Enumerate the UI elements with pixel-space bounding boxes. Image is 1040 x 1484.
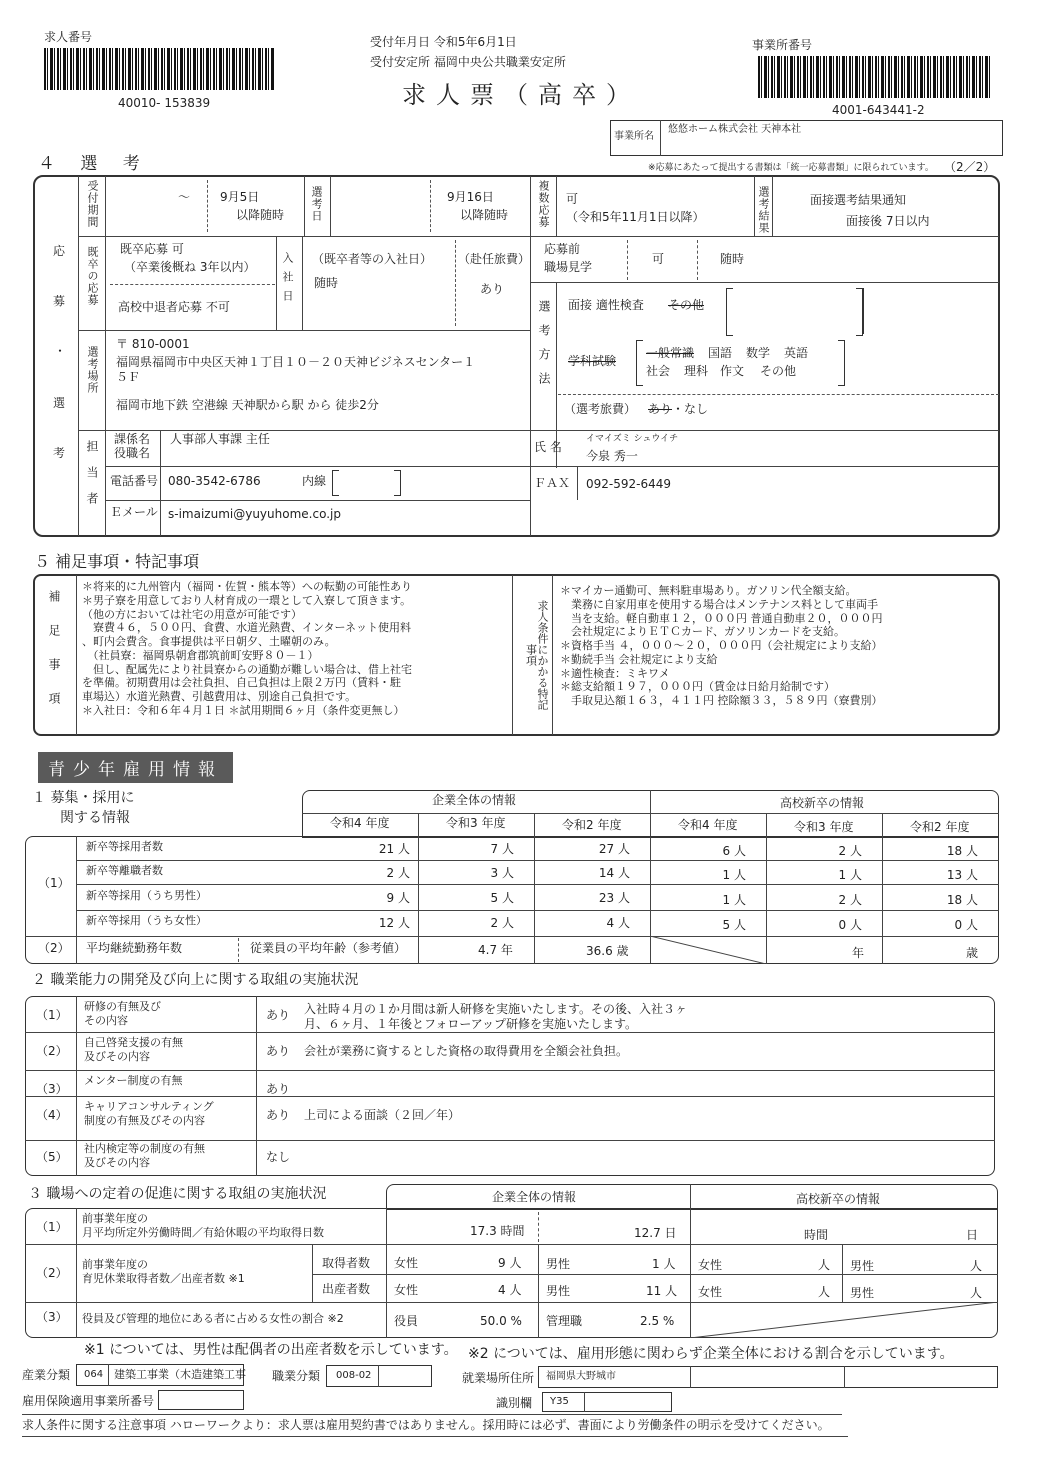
note2: ※2 については、雇用形態に関わらず企業全体における割合を示しています。 bbox=[468, 1346, 954, 1362]
s3-hs-birth-female-unit: 人 bbox=[818, 1285, 831, 1299]
hosoku-line: （他の方においては社宅の用意が可能です） bbox=[82, 607, 302, 621]
table-cell-highschool: 5 人 bbox=[722, 918, 746, 932]
subject-0: 一般常識 bbox=[646, 346, 695, 360]
kakari-label-1: 課係名 bbox=[114, 432, 151, 446]
table-cell-highschool: 6 人 bbox=[722, 844, 746, 858]
s3-hs-acq-female-unit: 人 bbox=[818, 1258, 831, 1272]
s3-r1-hours: 17.3 時間 bbox=[470, 1224, 525, 1238]
fax-val: 092-592-6449 bbox=[586, 477, 672, 491]
uketsuke-label: 受付期間 bbox=[86, 180, 99, 228]
hoho-label: 選考方法 bbox=[537, 300, 551, 396]
ryohi-val: ・なし bbox=[672, 402, 709, 416]
table-cell-highschool: 18 人 bbox=[946, 893, 978, 907]
fuunin-val: あり bbox=[480, 282, 505, 296]
shokugyo-label: 職業分類 bbox=[272, 1369, 321, 1383]
hoho-1-bracket bbox=[726, 288, 864, 334]
kisotsu-1: 既卒応募 可 bbox=[120, 242, 184, 256]
s3-r3-num: （3） bbox=[36, 1310, 68, 1324]
sangyo-name: 建築工事業（木造建築工事 bbox=[114, 1368, 246, 1381]
s3-company: 企業全体の情報 bbox=[492, 1190, 577, 1204]
kengaku-when: 随時 bbox=[720, 252, 745, 266]
kakari-label-2: 役職名 bbox=[114, 446, 151, 460]
s3-r1-days: 12.7 日 bbox=[634, 1226, 677, 1240]
kakari-val: 人事部人事課 主任 bbox=[170, 432, 270, 446]
s3-hs-acq-male-unit: 人 bbox=[970, 1259, 983, 1273]
naisen-label: 内線 bbox=[302, 474, 327, 488]
table-cell-company: 3 人 bbox=[490, 866, 514, 880]
tel-label: 電話番号 bbox=[110, 474, 159, 488]
subject-7: その他 bbox=[760, 364, 797, 378]
year-h2: 令和2 年度 bbox=[910, 820, 970, 834]
s2-row-label: 自己啓発支援の有無 及びその内容 bbox=[84, 1036, 183, 1063]
shimei-label: 氏 名 bbox=[534, 440, 562, 454]
hoho-1: 面接 適性検査 bbox=[568, 298, 644, 312]
hoho-1-strike: その他 bbox=[668, 298, 705, 312]
nyusha-title: （既卒者等の入社日） bbox=[312, 252, 433, 266]
s3-birth-female-label: 女性 bbox=[394, 1283, 419, 1297]
senko-date: 9月16日 bbox=[447, 190, 494, 204]
company-name: 悠悠ホーム株式会社 天神本社 bbox=[668, 124, 802, 135]
received-date: 受付年月日 令和5年6月1日 bbox=[370, 35, 517, 49]
kengaku-label-2: 職場見学 bbox=[544, 260, 593, 274]
hosoku-line: 、町内会費含。食事提供は平日朝夕、土曜朝のみ。 bbox=[82, 635, 336, 648]
subject-3: 英語 bbox=[784, 346, 809, 360]
table-cell-company: 23 人 bbox=[598, 891, 630, 905]
s3-r1-num: （1） bbox=[36, 1220, 68, 1234]
job-number-label: 求人番号 bbox=[44, 30, 93, 44]
row2-hs-age: 歳 bbox=[966, 946, 979, 960]
s1-title-2: 関する情報 bbox=[60, 810, 130, 826]
fukusuu-label: 複数応募 bbox=[537, 180, 550, 228]
year-c2: 令和2 年度 bbox=[562, 818, 622, 832]
table-cell-company: 12 人 bbox=[378, 916, 410, 930]
row2-age: 36.6 歳 bbox=[586, 944, 629, 958]
shugyo-label: 就業場所住所 bbox=[462, 1371, 535, 1385]
left-label-3: 選 bbox=[53, 396, 66, 410]
s2-row-label: キャリアコンサルティング 制度の有無及びその内容 bbox=[84, 1100, 214, 1127]
fax-label: ＦＡＸ bbox=[534, 476, 571, 490]
basho-zip: 〒 810-0001 bbox=[116, 337, 190, 351]
row2-sub: 従業員の平均年齢（参考値） bbox=[250, 941, 407, 955]
shokugyo-code: 008-02 bbox=[336, 1370, 372, 1381]
page-number: （2／2） bbox=[944, 160, 996, 174]
table-cell-highschool: 0 人 bbox=[838, 918, 862, 932]
nyusha-val: 随時 bbox=[314, 276, 339, 290]
s2-row-num: （4） bbox=[36, 1108, 68, 1122]
hosoku-lines bbox=[82, 580, 522, 718]
table-row-label: 新卒等採用（うち男性） bbox=[86, 889, 207, 902]
basho-label: 選考場所 bbox=[86, 346, 99, 394]
s3-acq-female-label: 女性 bbox=[394, 1256, 419, 1270]
hosoku-line: 但し、配属先により社員寮からの通勤が難しい場合は、借上社宅 bbox=[82, 662, 412, 676]
tokki-label-text: 求人条件にかかる特記事項 bbox=[524, 600, 549, 710]
table-cell-highschool: 1 人 bbox=[722, 868, 746, 882]
hosoku-line: ＊男子寮を用意しており人材育成の一環として入寮して頂きます。 bbox=[82, 593, 412, 607]
row2-years: 4.7 年 bbox=[478, 943, 513, 957]
tanto-label: 担当者 bbox=[85, 440, 99, 518]
page-title: 求人票（高卒） bbox=[402, 81, 640, 109]
kekka-val: 面接後 7日以内 bbox=[846, 214, 930, 228]
s3-r3-kanri: 管理職 bbox=[546, 1314, 583, 1328]
email-val: s-imaizumi@yuyuhome.co.jp bbox=[168, 507, 341, 521]
s2-row-num: （3） bbox=[36, 1082, 68, 1096]
tokki-line: 会社規定によりＥＴＣカード、ガソリンカードを支給。 bbox=[560, 625, 846, 639]
table-cell-company: 5 人 bbox=[490, 891, 514, 905]
documents-note: ※応募にあたって提出する書類は「統一応募書類」に限られています。 bbox=[648, 163, 934, 173]
tokki-line: ＊マイカー通勤可、無料駐車場あり。ガソリン代全額支給。 bbox=[560, 584, 857, 597]
s2-row-detail: 会社が業務に資するとした資格の取得費用を全額会社負担。 bbox=[304, 1044, 629, 1058]
uketsuke-from-sub: 以降随時 bbox=[236, 208, 285, 222]
year-c1: 令和3 年度 bbox=[446, 816, 506, 830]
s3-title: ３ 職場への定着の促進に関する取組の実施状況 bbox=[28, 1186, 327, 1202]
hosoku-line: 寮費４６，５００円、食費、水道光熱費、インターネット使用料 bbox=[82, 621, 412, 635]
s2-row-value: なし bbox=[266, 1150, 291, 1164]
hoho-2: 学科試験 bbox=[568, 354, 617, 368]
job-number: 40010- 153839 bbox=[118, 96, 211, 110]
table-cell-highschool: 0 人 bbox=[954, 918, 978, 932]
table-cell-company: 9 人 bbox=[386, 891, 410, 905]
table-cell-highschool: 1 人 bbox=[722, 893, 746, 907]
s2-row-num: （5） bbox=[36, 1150, 68, 1164]
nyusha-label: 入社日 bbox=[281, 252, 294, 309]
table-cell-company: 4 人 bbox=[606, 916, 630, 930]
s3-acq-male: 1 人 bbox=[652, 1257, 676, 1271]
caution: 求人条件に関する注意事項 ハローワークより：求人票は雇用契約書ではありません。採用時には必ず、書面により労働条件の明示を受けてください。 bbox=[22, 1418, 830, 1432]
tel-val: 080-3542-6786 bbox=[168, 474, 261, 488]
year-c0: 令和4 年度 bbox=[330, 816, 390, 830]
fuunin-title: （赴任旅費） bbox=[458, 252, 531, 266]
year-h1: 令和3 年度 bbox=[794, 820, 854, 834]
s3-hs-acq-female-label: 女性 bbox=[698, 1258, 723, 1272]
s3-hs-birth-male-label: 男性 bbox=[850, 1286, 875, 1300]
table-cell-highschool: 18 人 bbox=[946, 844, 978, 858]
shimei-kana: イマイズミ シュウイチ bbox=[586, 434, 679, 444]
table-cell-company: 21 人 bbox=[378, 842, 410, 856]
s3-acq-female: 9 人 bbox=[498, 1256, 522, 1270]
basho-addr: 福岡県福岡市中央区天神１丁目１０－２０天神ビジネスセンター１ bbox=[116, 355, 476, 369]
tokki-label bbox=[518, 600, 548, 710]
naisen-field bbox=[332, 470, 339, 496]
hosoku-label: 補足事項 bbox=[47, 590, 61, 726]
office-number: 4001-643441-2 bbox=[832, 103, 925, 117]
s3-hs: 高校新卒の情報 bbox=[796, 1192, 881, 1206]
s2-row-value: あり bbox=[266, 1044, 291, 1058]
s3-birth-male: 11 人 bbox=[646, 1284, 678, 1298]
section4-title: ４ 選 考 bbox=[38, 154, 150, 174]
s2-row-num: （1） bbox=[36, 1008, 68, 1022]
ryohi-strike: あり bbox=[648, 402, 673, 416]
table-row-label: 新卒等離職者数 bbox=[86, 864, 163, 877]
hosoku-line: ＊将来的に九州管内（福岡・佐賀・熊本等）への転勤の可能性あり bbox=[82, 580, 412, 593]
s3-r3-kanri-val: 2.5 % bbox=[640, 1314, 675, 1328]
s2-row-detail: 入社時４月の１か月間は新人研修を実施いたします。その後、入社３ヶ 月、６ヶ月、１年後とフォローアップ研修を実施いたします。 bbox=[304, 1002, 688, 1031]
basho-addr2: ５Ｆ bbox=[116, 370, 141, 384]
shimei-val: 今泉 秀一 bbox=[586, 449, 638, 463]
s3-hs-birth-female-label: 女性 bbox=[698, 1285, 723, 1299]
ryohi-label: （選考旅費） bbox=[564, 402, 637, 416]
s2-title: ２ 職業能力の開発及び向上に関する取組の実施状況 bbox=[32, 972, 359, 988]
tokki-line: ＊総支給額１９７，０００円（賃金は日給月給制です） bbox=[560, 680, 835, 694]
hosoku-line: を準備。初期費用は会社負担、自己負担は上限２万円（賃料・駐 bbox=[82, 676, 401, 690]
s3-birth-female: 4 人 bbox=[498, 1283, 522, 1297]
tokki-lines bbox=[560, 584, 995, 708]
left-label-1: 募 bbox=[53, 294, 66, 308]
s3-r3-yakuin-val: 50.0 % bbox=[480, 1314, 522, 1328]
s3-r3-label: 役員及び管理的地位にある者に占める女性の割合 ※2 bbox=[82, 1312, 344, 1325]
email-label: Ｅメール bbox=[110, 505, 158, 519]
left-label-0: 応 bbox=[53, 244, 66, 258]
s3-r2-label: 前事業年度の 育児休業取得者数／出産者数 ※1 bbox=[82, 1258, 245, 1285]
sangyo-label: 産業分類 bbox=[22, 1368, 71, 1382]
tokki-line: 業務に自家用車を使用する場合はメンテナンス料として車両手 bbox=[560, 597, 879, 611]
table-cell-highschool: 13 人 bbox=[946, 868, 978, 882]
fukusuu-sub: （令和5年11月1日以降） bbox=[566, 210, 705, 224]
table-cell-company: 27 人 bbox=[598, 842, 630, 856]
table-cell-company: 2 人 bbox=[490, 916, 514, 930]
table-row-label: 新卒等採用（うち女性） bbox=[86, 914, 207, 927]
s2-row-label: メンター制度の有無 bbox=[84, 1074, 183, 1087]
subject-4: 社会 bbox=[646, 364, 671, 378]
s2-row-value: あり bbox=[266, 1108, 291, 1122]
s2-row-value: あり bbox=[266, 1082, 291, 1096]
received-office: 受付安定所 福岡中央公共職業安定所 bbox=[370, 55, 566, 69]
s3-hs-birth-male-unit: 人 bbox=[970, 1286, 983, 1300]
s2-row-value: あり bbox=[266, 1008, 291, 1022]
kisotsu-label: 既卒の応募 bbox=[86, 246, 99, 306]
kengaku-val: 可 bbox=[652, 252, 665, 266]
basho-access: 福岡市地下鉄 空港線 天神駅から駅 から 徒歩2分 bbox=[116, 398, 379, 412]
hosoku-line: （社員寮：福岡県朝倉郡筑前町安野８０－１） bbox=[82, 648, 319, 662]
company-label: 事業所名 bbox=[614, 131, 654, 142]
sangyo-code: 064 bbox=[84, 1369, 104, 1380]
s1-title-1: １ 募集・採用に bbox=[32, 790, 135, 806]
s3-r3-hs-diagonal bbox=[690, 1302, 998, 1338]
s3-r1-label: 前事業年度の 月平均所定外労働時間／有給休暇の平均取得日数 bbox=[82, 1212, 324, 1239]
s3-hs-acq-male-label: 男性 bbox=[850, 1259, 875, 1273]
s2-row-label: 研修の有無及び その内容 bbox=[84, 1000, 161, 1027]
table-row-label: 新卒等採用者数 bbox=[86, 840, 163, 853]
kekka-title: 面接選考結果通知 bbox=[810, 193, 907, 207]
table-cell-company: 14 人 bbox=[598, 866, 630, 880]
table-cell-company: 2 人 bbox=[386, 866, 410, 880]
tokki-line: 手取見込額１６３，４１１円 控除額３３，５８９円（寮費別） bbox=[560, 694, 883, 707]
year-h0: 令和4 年度 bbox=[678, 818, 738, 832]
youth-banner: 青少年雇用情報 bbox=[38, 752, 233, 783]
s3-header-box bbox=[386, 1184, 998, 1210]
s2-row-num: （2） bbox=[36, 1044, 68, 1058]
section5-title: ５ 補足事項・特記事項 bbox=[34, 552, 200, 571]
table-cell-company: 7 人 bbox=[490, 842, 514, 856]
row2-label: 平均継続勤務年数 bbox=[86, 941, 183, 955]
uketsuke-tilde: 〜 bbox=[178, 190, 191, 204]
tokki-line: 当を支給。軽自動車１２，０００円 普通自動車２０，０００円 bbox=[560, 611, 883, 625]
senko-label: 選考日 bbox=[310, 186, 323, 222]
left-label-4: 考 bbox=[53, 446, 66, 460]
koyo-label: 雇用保険適用事業所番号 bbox=[22, 1394, 155, 1408]
s3-r3-yakuin: 役員 bbox=[394, 1314, 419, 1328]
senko-sub: 以降随時 bbox=[460, 208, 509, 222]
subject-6: 作文 bbox=[720, 364, 745, 378]
s1-highschool-new: 高校新卒の情報 bbox=[780, 796, 865, 810]
s3-r1-hs-days: 日 bbox=[966, 1228, 979, 1242]
table-cell-highschool: 1 人 bbox=[838, 868, 862, 882]
shugyo-val: 福岡県大野城市 bbox=[546, 1371, 616, 1382]
hosoku-line: 車場込）水道光熱費、引越費用は、別途自己負担です。 bbox=[82, 690, 357, 703]
table-cell-highschool: 2 人 bbox=[838, 893, 862, 907]
office-number-barcode bbox=[758, 56, 990, 98]
kengaku-label-1: 応募前 bbox=[544, 242, 581, 256]
row2-hs-diagonal bbox=[650, 936, 766, 964]
office-number-label: 事業所番号 bbox=[752, 38, 813, 52]
tokki-line: ＊適性検査：ミキワメ bbox=[560, 666, 670, 680]
uketsuke-from: 9月5日 bbox=[220, 190, 260, 204]
tokki-line: ＊資格手当 ４，０００～２０，０００円（会社規定により支給） bbox=[560, 639, 883, 652]
row2-hs-years: 年 bbox=[852, 946, 865, 960]
s3-r1-hs-hours: 時間 bbox=[804, 1228, 829, 1242]
row2-num: （2） bbox=[38, 941, 70, 955]
subject-1: 国語 bbox=[708, 346, 733, 360]
s3-r2-num: （2） bbox=[36, 1266, 68, 1280]
subject-5: 理科 bbox=[684, 364, 709, 378]
s3-acq-male-label: 男性 bbox=[546, 1257, 571, 1271]
group1-label: （1） bbox=[38, 876, 70, 890]
s2-row-detail: 上司による面談（２回／年） bbox=[304, 1108, 461, 1122]
s3-birth-male-label: 男性 bbox=[546, 1284, 571, 1298]
left-label-2: ・ bbox=[54, 344, 67, 358]
table-cell-highschool: 2 人 bbox=[838, 844, 862, 858]
kisotsu-1-sub: （卒業後概ね 3年以内） bbox=[124, 260, 256, 274]
job-number-barcode bbox=[44, 48, 274, 90]
kekka-label: 選考結果 bbox=[757, 186, 770, 234]
tokki-line: ＊勤続手当 会社規定により支給 bbox=[560, 652, 718, 666]
s3-r2-sub1: 取得者数 bbox=[322, 1256, 371, 1270]
s3-r2-sub2: 出産者数 bbox=[322, 1282, 371, 1296]
fukusuu-val: 可 bbox=[566, 192, 579, 206]
subject-2: 数学 bbox=[746, 346, 771, 360]
kisotsu-2: 高校中退者応募 不可 bbox=[118, 300, 230, 314]
s2-row-label: 社内検定等の制度の有無 及びその内容 bbox=[84, 1142, 205, 1169]
shikibetsu-val: Y35 bbox=[550, 1396, 569, 1407]
s1-company-wide: 企業全体の情報 bbox=[432, 793, 517, 807]
koyo-box bbox=[158, 1390, 244, 1410]
note1: ※1 については、男性は配偶者の出産者数を示しています。 bbox=[84, 1342, 458, 1358]
shikibetsu-label: 識別欄 bbox=[496, 1396, 533, 1410]
hosoku-line: ＊入社日：令和６年４月１日 ＊試用期間６ヶ月（条件変更無し） bbox=[82, 703, 405, 717]
